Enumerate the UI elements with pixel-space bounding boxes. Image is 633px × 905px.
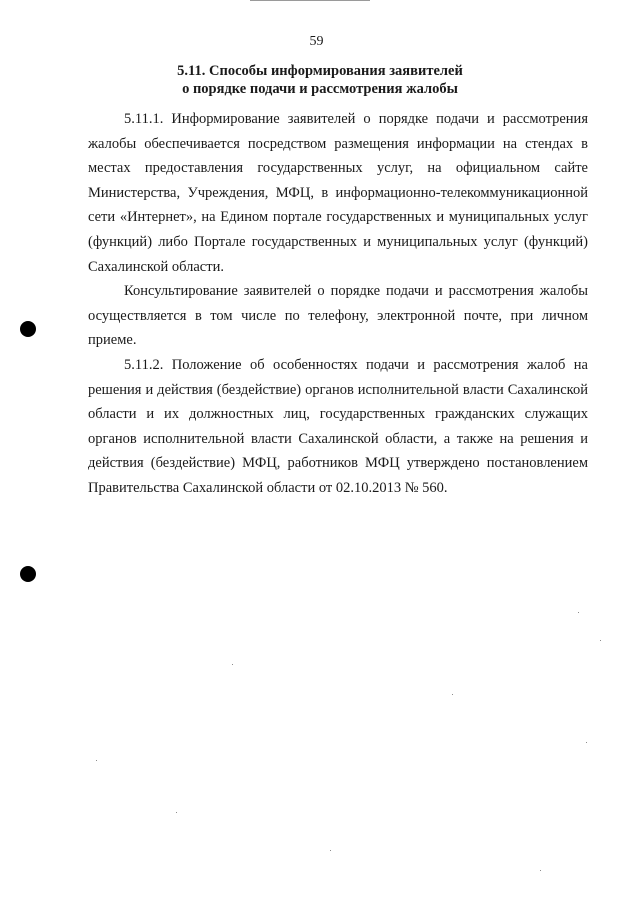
scan-speck	[600, 640, 601, 641]
punch-hole-mark	[20, 321, 36, 337]
section-body	[88, 107, 588, 501]
paragraph-5-11-1: 5.11.1. Информирование заявителей о порядке подачи и рассмотрения жалобы обеспечивается посредством размещения информации на стендах в местах предоставления государственных услуг, на официальном сайте Министерства, Учреждения, МФЦ, в информационно-телекоммуникационной сети «Интернет», на Едином портале государственных и муниципальных услуг (функций) либо Портале государственных и муниципальных услуг (функций) Сахалинской области.	[88, 111, 588, 275]
scan-speck	[578, 612, 579, 613]
section-heading	[60, 62, 580, 98]
scan-speck	[540, 870, 541, 871]
section-heading-line-1: 5.11. Способы информирования заявителей	[177, 63, 463, 79]
section-heading-line-2: о порядке подачи и рассмотрения жалобы	[182, 81, 458, 97]
scan-speck	[586, 742, 587, 743]
page-number: 59	[309, 34, 324, 49]
top-edge-rule	[250, 0, 370, 1]
paragraph-consultation: Консультирование заявителей о порядке подачи и рассмотрения жалобы осуществляется в том числе по телефону, электронной почте, при личном приеме.	[88, 283, 588, 349]
scan-speck	[96, 760, 97, 761]
paragraph-5-11-2: 5.11.2. Положение об особенностях подачи и рассмотрения жалоб на решения и действия (бездействие) органов исполнительной власти Сахалинской области и их должностных лиц, государственных гражданских служащих органов исполнительной власти Сахалинской области, а также на решения и действия (бездействие) МФЦ, работников МФЦ утверждено постановлением Правительства Сахалинской области от 02.10.2013 № 560.	[88, 356, 588, 496]
scan-speck	[452, 694, 453, 695]
scan-speck	[176, 812, 177, 813]
punch-hole-mark	[20, 566, 36, 582]
scan-speck	[232, 664, 233, 665]
scan-speck	[330, 850, 331, 851]
